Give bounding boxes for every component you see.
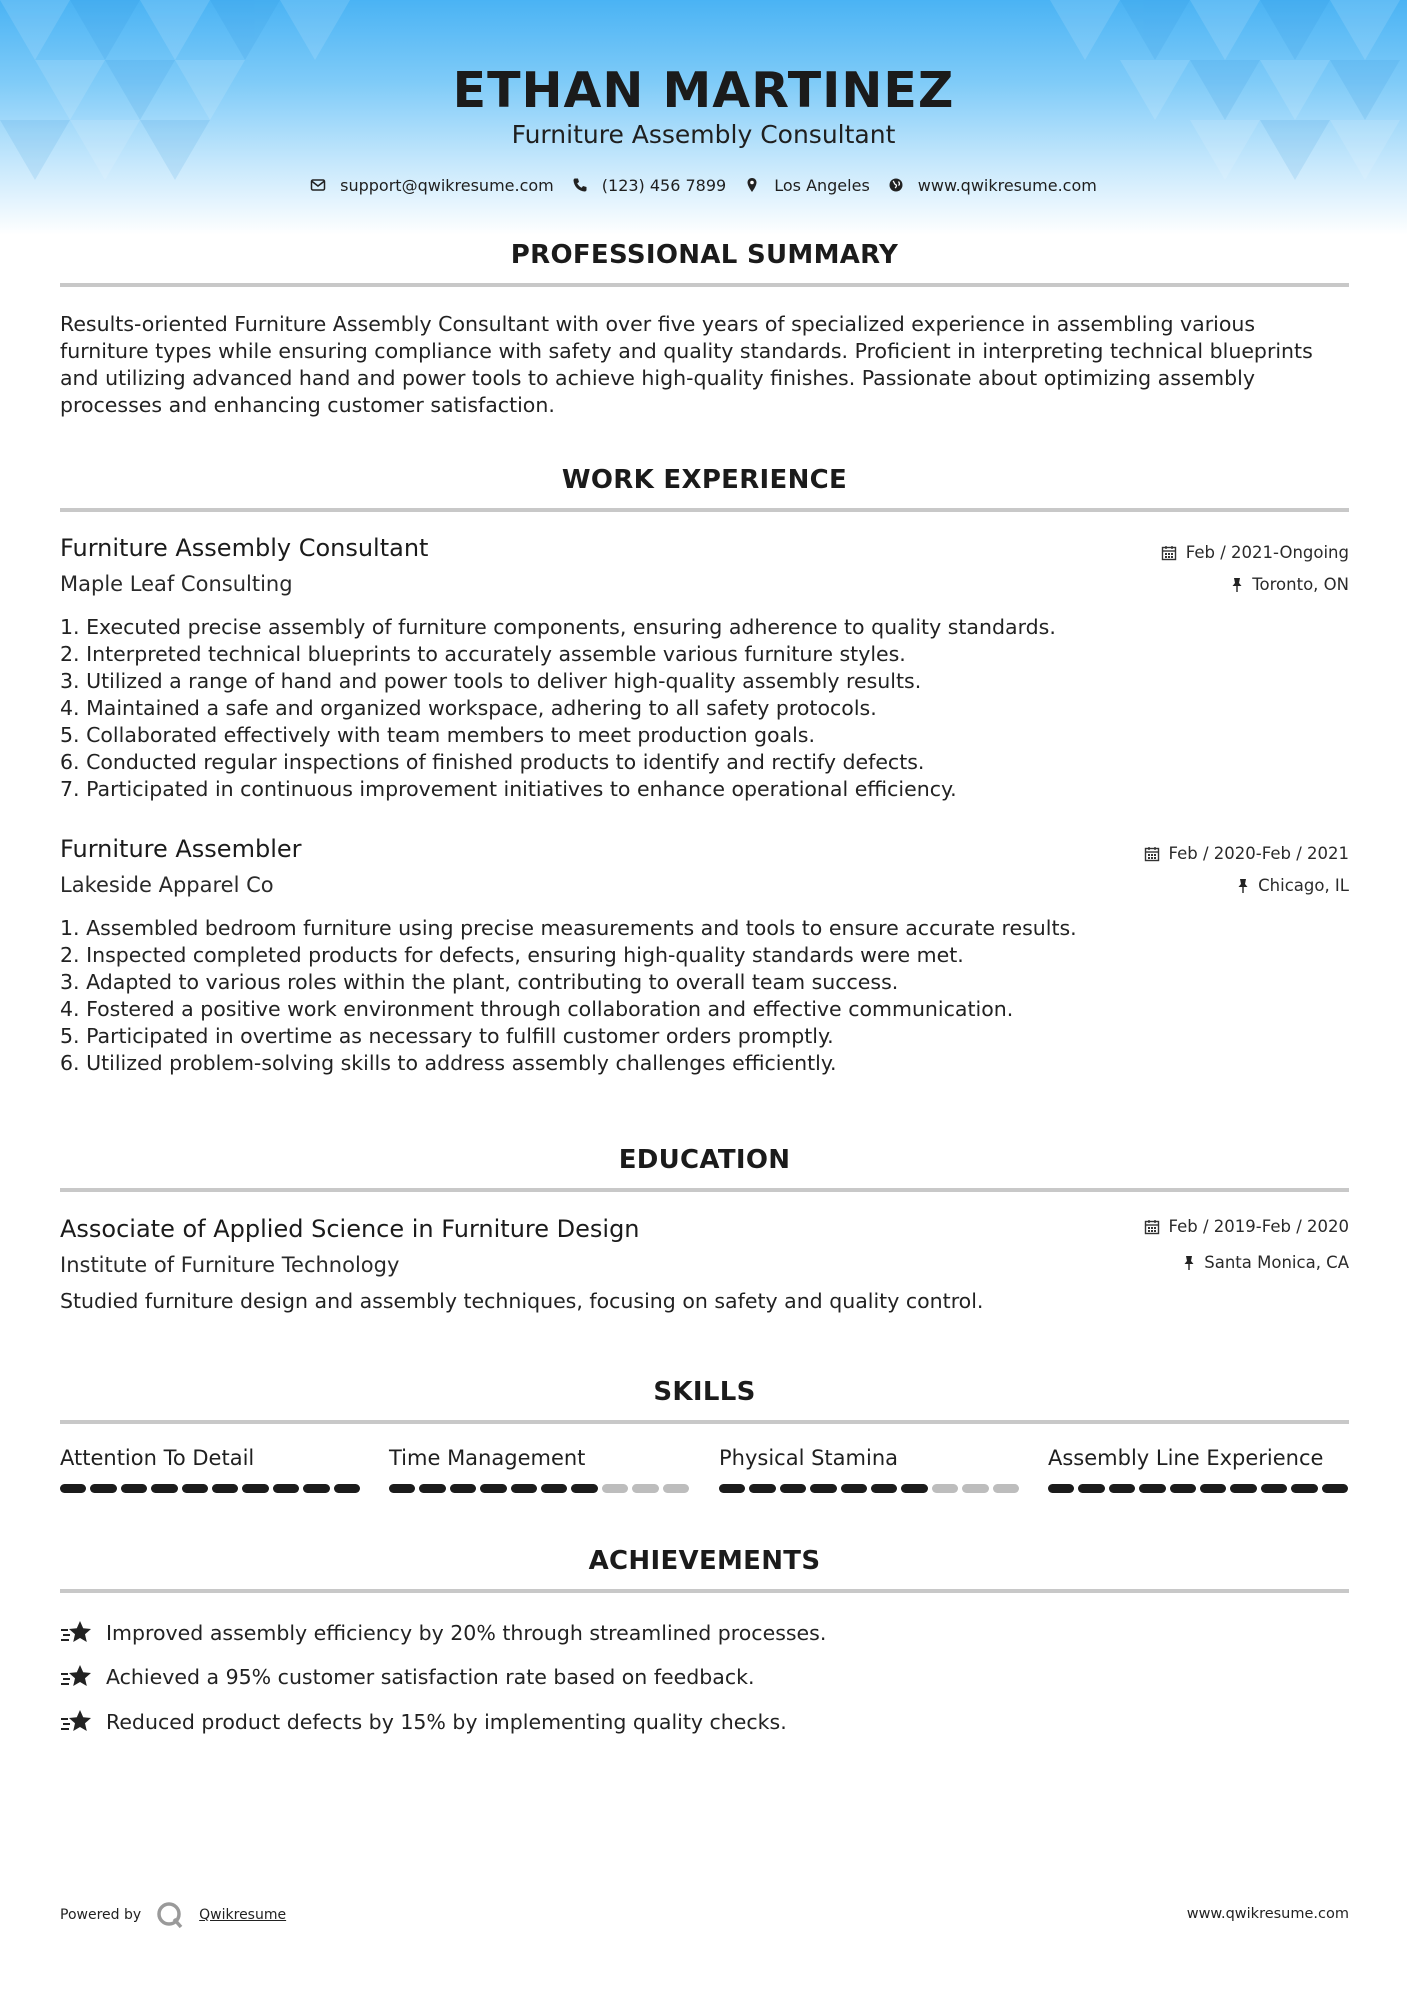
section-heading-experience: WORK EXPERIENCE xyxy=(561,465,848,495)
star-icon xyxy=(60,1707,92,1737)
skill-level-segment xyxy=(1230,1484,1256,1493)
achievement-item xyxy=(60,1662,755,1692)
skill-level-segment xyxy=(932,1484,958,1493)
phone-text: (123) 456 7899 xyxy=(601,175,727,195)
skill-level-segment xyxy=(571,1484,597,1493)
candidate-name: ETHAN MARTINEZ xyxy=(452,62,955,119)
candidate-title: Furniture Assembly Consultant xyxy=(511,120,896,149)
job-title: Furniture Assembly Consultant xyxy=(60,534,429,562)
section-heading-summary: PROFESSIONAL SUMMARY xyxy=(510,240,899,270)
skill-name: Physical Stamina xyxy=(719,1446,899,1470)
skill-item xyxy=(60,1446,360,1493)
list-item: 4. Maintained a safe and organized workspace, adhering to all safety protocols. xyxy=(60,696,877,720)
education-date-text: Feb / 2019-Feb / 2020 xyxy=(1168,1217,1349,1236)
job-company: Lakeside Apparel Co xyxy=(60,873,274,897)
skill-level-bar xyxy=(389,1484,689,1493)
skill-level-segment xyxy=(273,1484,299,1493)
skill-level-segment xyxy=(632,1484,658,1493)
star-icon xyxy=(60,1618,92,1648)
achievement-text: Achieved a 95% customer satisfaction rate based on feedback. xyxy=(106,1665,755,1689)
skill-item xyxy=(389,1446,689,1493)
list-item: 5. Participated in overtime as necessary to fulfill customer orders promptly. xyxy=(60,1024,834,1048)
job-location-text: Chicago, IL xyxy=(1258,876,1349,895)
list-item: 6. Utilized problem-solving skills to address assembly challenges efficiently. xyxy=(60,1051,837,1075)
list-item: 3. Adapted to various roles within the plant, contributing to overall team success. xyxy=(60,970,899,994)
skill-level-segment xyxy=(719,1484,745,1493)
contact-email[interactable] xyxy=(310,176,554,195)
skill-item xyxy=(1048,1446,1348,1493)
section-divider xyxy=(60,1188,1349,1192)
skill-level-segment xyxy=(151,1484,177,1493)
skill-level-segment xyxy=(182,1484,208,1493)
job-bullets xyxy=(60,915,1350,1077)
section-divider xyxy=(60,283,1349,287)
job-location-text: Toronto, ON xyxy=(1252,575,1349,594)
list-item: 7. Participated in continuous improvement initiatives to enhance operational efficiency. xyxy=(60,777,957,801)
skill-level-segment xyxy=(663,1484,689,1493)
job-company: Maple Leaf Consulting xyxy=(60,572,293,596)
achievement-item xyxy=(60,1707,787,1737)
qwikresume-logo-icon xyxy=(155,1900,185,1930)
achievement-item xyxy=(60,1618,826,1648)
achievement-text: Improved assembly efficiency by 20% through streamlined processes. xyxy=(106,1621,827,1645)
skill-level-segment xyxy=(1322,1484,1348,1493)
list-item: 4. Fostered a positive work environment through collaboration and effective communication. xyxy=(60,997,1014,1021)
skill-level-segment xyxy=(1109,1484,1135,1493)
section-heading-education: EDUCATION xyxy=(618,1145,791,1175)
skill-level-segment xyxy=(962,1484,988,1493)
summary-text: Results-oriented Furniture Assembly Consultant with over five years of specialized experience in assembling various furniture types while ensuring compliance with safety and quality standards. Proficient in interpreting technical blueprints and utilizing advanced hand and power tools to achieve high-quality finishes. Passionate about optimizing assembly processes and enhancing customer satisfaction. xyxy=(60,312,1313,417)
skill-level-segment xyxy=(511,1484,537,1493)
skill-level-segment xyxy=(212,1484,238,1493)
skill-level-segment xyxy=(1291,1484,1317,1493)
calendar-icon xyxy=(1144,846,1160,862)
envelope-icon xyxy=(310,177,326,193)
skill-level-segment xyxy=(602,1484,628,1493)
skill-level-segment xyxy=(480,1484,506,1493)
job-location xyxy=(1237,876,1349,895)
skill-level-segment xyxy=(450,1484,476,1493)
job-date-text: Feb / 2021-Ongoing xyxy=(1185,543,1349,562)
skill-level-segment xyxy=(871,1484,897,1493)
job-title: Furniture Assembler xyxy=(60,835,302,863)
list-item: 3. Utilized a range of hand and power tools to deliver high-quality assembly results. xyxy=(60,669,922,693)
job-date xyxy=(1161,543,1349,562)
skill-level-segment xyxy=(749,1484,775,1493)
education-school: Institute of Furniture Technology xyxy=(60,1253,400,1277)
skill-item xyxy=(719,1446,1019,1493)
pushpin-icon xyxy=(1231,577,1243,593)
job-location xyxy=(1231,575,1349,594)
skill-level-segment xyxy=(242,1484,268,1493)
education-location-text: Santa Monica, CA xyxy=(1204,1253,1349,1272)
footer-website[interactable]: www.qwikresume.com xyxy=(1186,1906,1349,1922)
map-marker-icon xyxy=(744,177,760,193)
pushpin-icon xyxy=(1237,878,1249,894)
contact-location xyxy=(744,176,870,195)
location-text: Los Angeles xyxy=(774,175,870,195)
education-degree: Associate of Applied Science in Furniture Design xyxy=(60,1215,640,1243)
skill-name: Assembly Line Experience xyxy=(1048,1446,1324,1470)
skill-name: Attention To Detail xyxy=(60,1446,255,1470)
job-date xyxy=(1144,844,1349,863)
section-heading-skills: SKILLS xyxy=(653,1377,756,1407)
star-icon xyxy=(60,1662,92,1692)
education-location xyxy=(1183,1253,1349,1272)
skill-level-bar xyxy=(60,1484,360,1493)
phone-icon xyxy=(572,177,588,193)
skill-level-segment xyxy=(1261,1484,1287,1493)
education-description: Studied furniture design and assembly techniques, focusing on safety and quality control. xyxy=(60,1289,984,1313)
skill-level-segment xyxy=(780,1484,806,1493)
contact-website[interactable] xyxy=(888,176,1097,195)
powered-by-label: Powered by xyxy=(60,1907,142,1923)
website-text: www.qwikresume.com xyxy=(917,175,1097,195)
skill-level-segment xyxy=(389,1484,415,1493)
section-divider xyxy=(60,1589,1349,1593)
email-text: support@qwikresume.com xyxy=(340,175,554,195)
section-heading-achievements: ACHIEVEMENTS xyxy=(588,1546,821,1576)
list-item: 2. Interpreted technical blueprints to accurately assemble various furniture styles. xyxy=(60,642,906,666)
education-date xyxy=(1144,1217,1349,1236)
list-item: 1. Executed precise assembly of furniture components, ensuring adherence to quality standards. xyxy=(60,615,1056,639)
globe-icon xyxy=(888,177,904,193)
calendar-icon xyxy=(1144,1219,1160,1235)
section-divider xyxy=(60,1420,1349,1424)
skill-level-segment xyxy=(541,1484,567,1493)
job-date-text: Feb / 2020-Feb / 2021 xyxy=(1168,844,1349,863)
skill-level-bar xyxy=(719,1484,1019,1493)
skill-level-segment xyxy=(1139,1484,1165,1493)
list-item: 1. Assembled bedroom furniture using precise measurements and tools to ensure accurate results. xyxy=(60,916,1077,940)
skill-level-segment xyxy=(901,1484,927,1493)
list-item: 2. Inspected completed products for defects, ensuring high-quality standards were met. xyxy=(60,943,964,967)
pushpin-icon xyxy=(1183,1255,1195,1271)
skill-level-segment xyxy=(419,1484,445,1493)
brand-link[interactable]: Qwikresume xyxy=(199,1907,287,1923)
skill-level-segment xyxy=(1170,1484,1196,1493)
section-divider xyxy=(60,508,1349,512)
calendar-icon xyxy=(1161,545,1177,561)
skill-level-segment xyxy=(303,1484,329,1493)
skill-level-segment xyxy=(1078,1484,1104,1493)
list-item: 6. Conducted regular inspections of finished products to identify and rectify defects. xyxy=(60,750,925,774)
skill-level-segment xyxy=(841,1484,867,1493)
skill-level-segment xyxy=(121,1484,147,1493)
skill-level-segment xyxy=(1200,1484,1226,1493)
skill-level-segment xyxy=(810,1484,836,1493)
skill-level-segment xyxy=(993,1484,1019,1493)
achievement-text: Reduced product defects by 15% by implementing quality checks. xyxy=(106,1710,787,1734)
skill-level-bar xyxy=(1048,1484,1348,1493)
contact-phone[interactable] xyxy=(572,176,726,195)
skill-level-segment xyxy=(1048,1484,1074,1493)
skill-level-segment xyxy=(90,1484,116,1493)
skill-name: Time Management xyxy=(389,1446,586,1470)
list-item: 5. Collaborated effectively with team members to meet production goals. xyxy=(60,723,816,747)
contact-bar xyxy=(0,174,1407,196)
skill-level-segment xyxy=(334,1484,360,1493)
skill-level-segment xyxy=(60,1484,86,1493)
job-bullets xyxy=(60,614,1350,803)
footer-powered-by xyxy=(60,1900,286,1930)
